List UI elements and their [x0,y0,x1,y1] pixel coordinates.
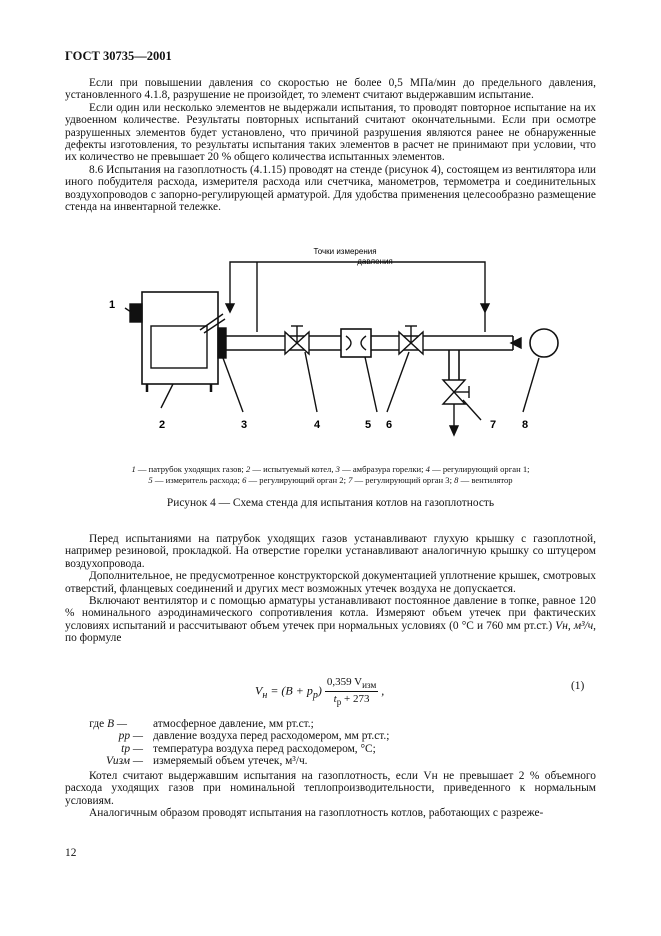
flow-meter [341,329,371,357]
test-stand-diagram [65,240,596,440]
boiler-door [151,326,207,368]
fan [530,329,558,357]
definitions [65,718,596,768]
label-8: 8 [522,419,529,431]
figure-title: Рисунок 4 — Схема стенда для испытания котлов на газоплотность [166,497,495,509]
paragraph: Если при повышении давления со скоростью не более 0,5 МПа/мин до предельного давления, установленного 4.1.8, разрушение не произойдет, то элемент считают выдержавшим испытание. [65,77,596,102]
paragraph: Если один или несколько элементов не выдержали испытания, то проводят повторное испытание на их удвоенном количестве. Результаты повторных испытаний считают окончательными. Если при осмотре разрушенных элементов будет установлено, что причиной разрушения являются ранее не обнаруженные дефекты изготовления, то результаты испытания таких элементов в расчет не принимают при условии, что их количество не превышает 20 % общего количества испытанных элементов. [65,101,596,164]
paragraph: 8.6 Испытания на газоплотность (4.1.15) проводят на стенде (рисунок 4), состоящем из вентилятора или иного побудителя расхода, измерителя расхода или счетчика, манометров, термометра и соединительных воздухопроводов с запорно-регулирующей арматурой. Для удобства применения целесообразно размещение стенда на инвентарной тележке. [65,163,596,214]
burner-embrasure [218,328,226,358]
paragraph: Перед испытаниями на патрубок уходящих газов устанавливают глухую крышку с газоплотной, например резиновой, прокладкой. На отверстие горелки устанавливают аналогичную крышку со штуцером воздухопровода. [65,533,596,570]
formula-number: (1) [571,680,585,692]
valve-3 [443,380,469,404]
label-4: 4 [314,419,321,431]
figure-legend: 1 — патрубок уходящих газов; 2 — испытуемый котел, 3 — амбразура горелки; 4 — регулирующий орган 1; 5 — измеритель расхода; 6 — регулирующий орган 2; 7 — регулирующий орган 3; 8 — вентилятор [131,464,530,485]
pressure-points-label: Точки измерения [313,247,377,256]
pressure-points-label-2: давления [357,257,393,266]
formula-1: $V_н = (B + p_р)$ $\frac{0,359 V_{изм}}{t_р + 273}$ , [255,676,385,708]
label-6: 6 [386,419,393,431]
definition-row: tр — температура воздуха перед расходомером, °С; [121,742,376,755]
definition-row: где B — атмосферное давление, мм рт.ст.; [89,718,314,730]
definition-row: pр — давление воздуха перед расходомером, мм рт.ст.; [118,730,390,743]
body-text [65,533,596,645]
pressure-line-left [230,262,485,308]
standard-header: ГОСТ 30735—2001 [65,49,172,63]
label-5: 5 [365,419,372,431]
label-3: 3 [241,419,248,431]
paragraph: Дополнительное, не предусмотренное конструкторской документацией уплотнение крышек, смотровых отверстий, фланцевых соединений и других мест возможных утечек воздуха не допускается. [65,570,596,595]
paragraph: Аналогичным образом проводят испытания на газоплотность котлов, работающих с разреже- [89,807,544,820]
closing-text [65,770,596,820]
label-1: 1 [109,299,116,311]
label-7: 7 [490,419,497,431]
formula-unit-inline: Vн, м³/ч [555,619,594,632]
formula-fraction: $\frac{0,359 V_{изм}}{t_р + 273}$ [326,676,377,708]
flue-outlet [130,304,142,322]
paragraph: Котел считают выдержавшим испытания на газоплотность, если Vн не превышает 2 % объемного расхода уходящих газов при номинальной теплопроизводительности, приведенного к нормальным условиям. [65,770,596,807]
definition-row: Vизм — измеряемый объем утечек, м³/ч. [105,755,308,768]
page-number: 12 [65,847,77,859]
intro-text [65,77,596,213]
paragraph: Включают вентилятор и с помощью арматуры устанавливают постоянное давление в топке, равное 120 % номинального аэродинамического сопротивления котла. Измеряют объем утечек при фактических условиях испытаний и рассчитывают объем утечек при нормальных условиях (0 °С и 760 мм рт.ст.) Vн, м³/ч, по формуле [65,595,596,645]
label-2: 2 [159,419,166,431]
